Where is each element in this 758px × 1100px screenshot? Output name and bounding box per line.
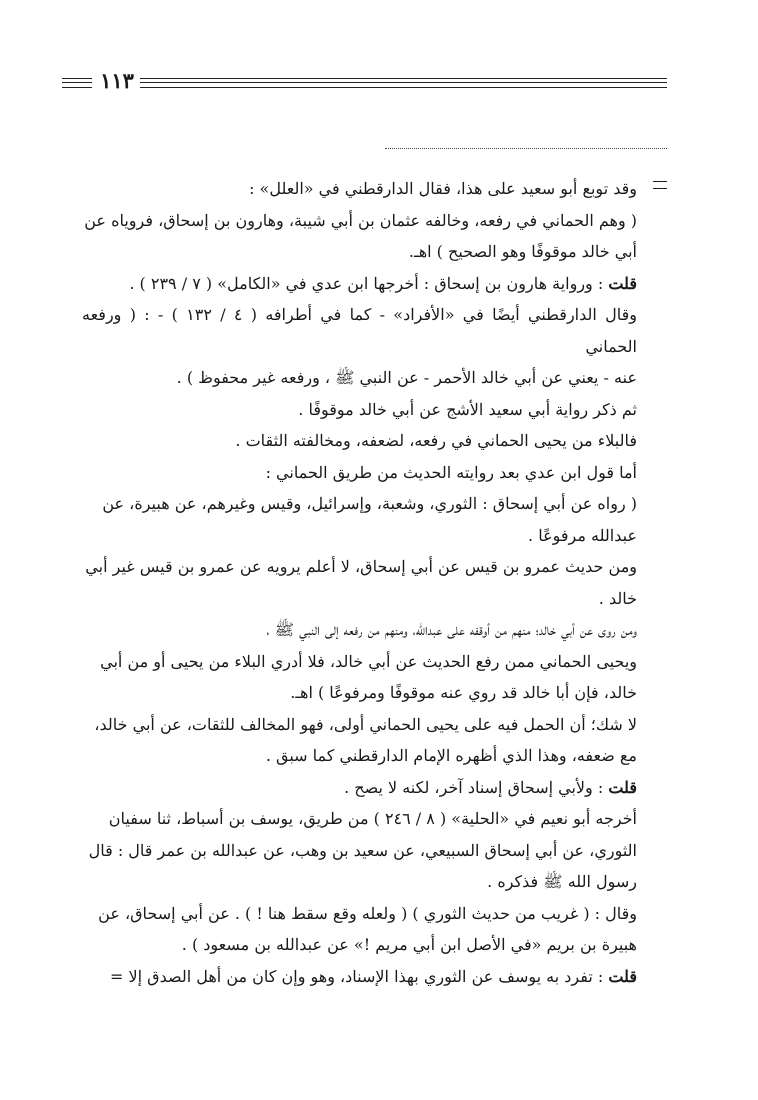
- line-text: خالد .: [598, 588, 637, 608]
- line-text: الثوري، عن أبي إسحاق السبيعي، عن سعيد بن وهب، عن عبدالله بن عمر قال : قال: [88, 840, 637, 860]
- line-text: ثم ذكر رواية أبي سعيد الأشج عن أبي خالد موقوفًا .: [298, 399, 637, 419]
- line-text: ومن حديث عمرو بن قيس عن أبي إسحاق، لا أعلم يرويه عن عمرو بن قيس غير أبي: [85, 557, 637, 576]
- line-text: ومن روى عن أبي خالد؛ منهم من أوقفه على عبدالله، ومنهم من رفعه إلى النبي ﷺ ،: [266, 620, 637, 639]
- line-text: رسول الله ﷺ فذكره .: [487, 872, 637, 891]
- text-line: [82, 173, 637, 205]
- page-number: ١١٣: [100, 68, 134, 93]
- line-text: أبي خالد موقوفًا وهو الصحيح ) اهـ.: [408, 242, 637, 261]
- line-text: أما قول ابن عدي بعد روايته الحديث من طريق الحماني :: [265, 462, 637, 482]
- line-text: وقال الدارقطني أيضًا في «الأفراد» - كما في أطرافه ( ٤ / ١٣٢ ) - : ( ورفعه الحماني: [82, 305, 638, 356]
- line-text: مع ضعفه، وهذا الذي أظهره الإمام الدارقطني كما سبق .: [265, 746, 637, 765]
- text-line: [82, 772, 637, 804]
- text-line: [82, 740, 637, 772]
- text-line: [82, 677, 637, 709]
- header-rule-short: [62, 78, 92, 88]
- text-line: [82, 236, 637, 268]
- footnote-text: [82, 173, 637, 992]
- text-line: [82, 457, 637, 489]
- line-lead: قلت: [608, 777, 637, 797]
- line-text: وقد توبع أبو سعيد على هذا، فقال الدارقطني في «العلل» :: [249, 179, 637, 198]
- text-line: [82, 205, 637, 237]
- line-text: : ورواية هارون بن إسحاق : أخرجها ابن عدي في «الكامل» ( ٧ / ٢٣٩ ) .: [129, 273, 609, 293]
- text-line: [82, 898, 637, 930]
- line-lead: قلت: [608, 966, 637, 986]
- line-text: فالبلاء من يحيى الحماني في رفعه، لضعفه، ومخالفته الثقات .: [235, 431, 637, 450]
- line-text: ( وهم الحماني في رفعه، وخالفه عثمان بن أبي شيبة، وهارون بن إسحاق، فروياه عن: [84, 210, 637, 230]
- line-lead: قلت: [608, 273, 637, 293]
- header-rule-long: [140, 78, 667, 88]
- text-line: [82, 835, 637, 867]
- text-line: [82, 583, 637, 615]
- line-text: ( رواه عن أبي إسحاق : الثوري، وشعبة، وإسرائيل، وقيس وغيرهم، عن هبيرة، عن: [102, 494, 637, 513]
- page-header: [62, 68, 667, 93]
- line-text: عبدالله مرفوعًا .: [528, 525, 637, 545]
- text-line: [82, 961, 637, 993]
- line-text: وقال : ( غريب من حديث الثوري ) ( ولعله وقع سقط هنا ! ) . عن أبي إسحاق، عن: [98, 903, 637, 923]
- text-line: [82, 614, 637, 646]
- text-line: [82, 929, 637, 961]
- line-text: لا شك؛ أن الحمل فيه على يحيى الحماني أولى، فهو المخالف للثقات، عن أبي خالد،: [94, 714, 637, 734]
- line-text: هبيرة بن بريم «في الأصل ابن أبي مريم !» عن عبدالله بن مسعود ) .: [181, 935, 637, 954]
- text-line: [82, 646, 637, 678]
- continuation-mark: [653, 181, 667, 189]
- text-line: [82, 299, 637, 362]
- text-line: [82, 268, 637, 300]
- line-text: : ولأبي إسحاق إسناد آخر، لكنه لا يصح .: [344, 777, 609, 797]
- text-line: [82, 709, 637, 741]
- line-text: : تفرد به يوسف عن الثوري بهذا الإسناد، وهو وإن كان من أهل الصدق إلا =: [110, 966, 609, 986]
- text-line: [82, 803, 637, 835]
- line-text: خالد، فإن أبا خالد قد روي عنه موقوفًا ومرفوعًا ) اهـ.: [290, 683, 637, 702]
- line-text: عنه - يعني عن أبي خالد الأحمر - عن النبي ﷺ ، ورفعه غير محفوظ ) .: [176, 368, 637, 387]
- text-line: [82, 362, 637, 394]
- text-line: [82, 866, 637, 898]
- line-text: ويحيى الحماني ممن رفع الحديث عن أبي خالد، فلا أدري البلاء من يحيى أو من أبي: [100, 651, 637, 671]
- text-line: [82, 520, 637, 552]
- text-line: [82, 394, 637, 426]
- line-text: أخرجه أبو نعيم في «الحلية» ( ٨ / ٢٤٦ ) من طريق، يوسف بن أسباط، ثنا سفيان: [108, 809, 637, 828]
- footnote-separator: [385, 148, 667, 149]
- text-line: [82, 425, 637, 457]
- text-line: [82, 551, 637, 583]
- text-line: [82, 488, 637, 520]
